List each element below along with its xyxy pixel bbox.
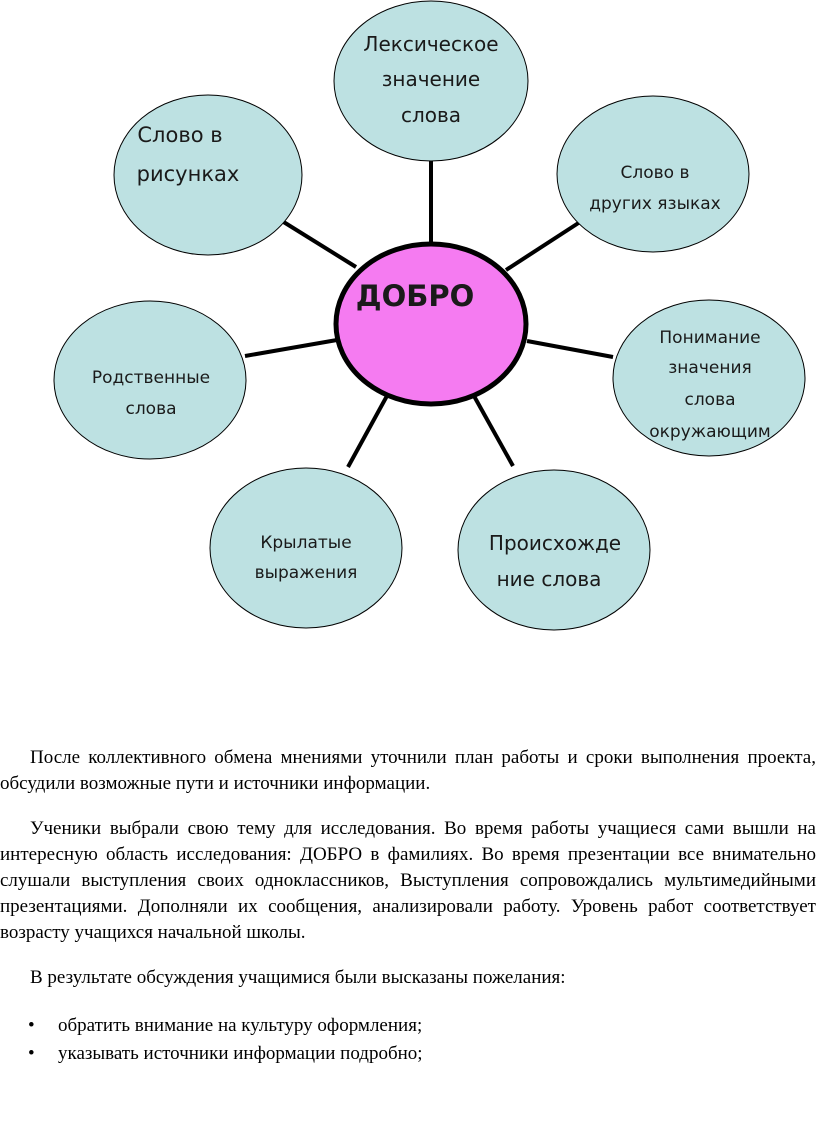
paragraph-3: В результате обсуждения учащимися были высказаны пожелания: (30, 967, 566, 988)
bullet-marker: • (28, 1015, 35, 1036)
node-center (336, 244, 526, 404)
connector-understanding (527, 341, 613, 357)
paragraph-1: После коллективного обмена мнениями уточнили план работы и сроки выполнения проекта, обсудили возможные пути и источники информации. (0, 747, 816, 794)
node-languages (557, 96, 749, 252)
bullet-marker: • (28, 1043, 35, 1064)
connector-origin (474, 396, 513, 466)
list-item-text: обратить внимание на культуру оформления; (58, 1015, 423, 1036)
node-related-line-1: Родственные (91, 368, 211, 388)
node-lexical-line-3: слова (400, 103, 462, 127)
node-understanding-line-4: окружающим (649, 422, 771, 442)
node-related-line-2: слова (125, 399, 177, 419)
node-related (54, 301, 246, 459)
center-label: ДОБРО (355, 279, 475, 313)
node-understanding-line-1: Понимание (659, 328, 761, 348)
node-origin-line-1: Происхожде (488, 531, 622, 555)
node-idioms-line-1: Крылатые (260, 533, 352, 553)
node-pictures-line-1: Слово в (137, 123, 223, 147)
wishes-list (0, 1013, 816, 1067)
node-languages-line-1: Слово в (620, 163, 690, 183)
node-lexical (334, 1, 528, 161)
node-understanding-line-2: значения (668, 358, 752, 378)
node-lexical-line-1: Лексическое (363, 32, 499, 56)
node-languages-line-2: других языках (589, 194, 721, 214)
list-item (0, 1013, 816, 1039)
connector-languages (506, 222, 580, 270)
node-understanding-line-3: слова (684, 390, 736, 410)
node-lexical-line-2: значение (381, 67, 481, 91)
node-idioms (210, 468, 402, 628)
connector-related (245, 340, 337, 356)
list-item (0, 1041, 816, 1067)
node-origin (458, 470, 650, 630)
node-pictures (114, 95, 302, 255)
connector-pictures (282, 221, 356, 267)
connector-idioms (348, 394, 388, 467)
list-item-text: указывать источники информации подробно; (58, 1043, 423, 1064)
paragraph-2: Ученики выбрали свою тему для исследования. Во время работы учащиеся сами вышли на интересную область исследования: ДОБРО в фамилиях. Во время презентации все внимательно слушали выступления своих одноклассников, Выступления сопровождались мультимедийными презентациями. Дополняли их сообщения, анализировали работу. Уровень работ соответствует возрасту учащихся начальной школы. (0, 818, 816, 943)
node-pictures-line-2: рисунках (136, 162, 240, 186)
node-understanding (613, 300, 805, 456)
node-idioms-line-2: выражения (254, 563, 358, 583)
document-body (0, 745, 816, 1069)
node-origin-line-2: ние слова (496, 567, 602, 591)
